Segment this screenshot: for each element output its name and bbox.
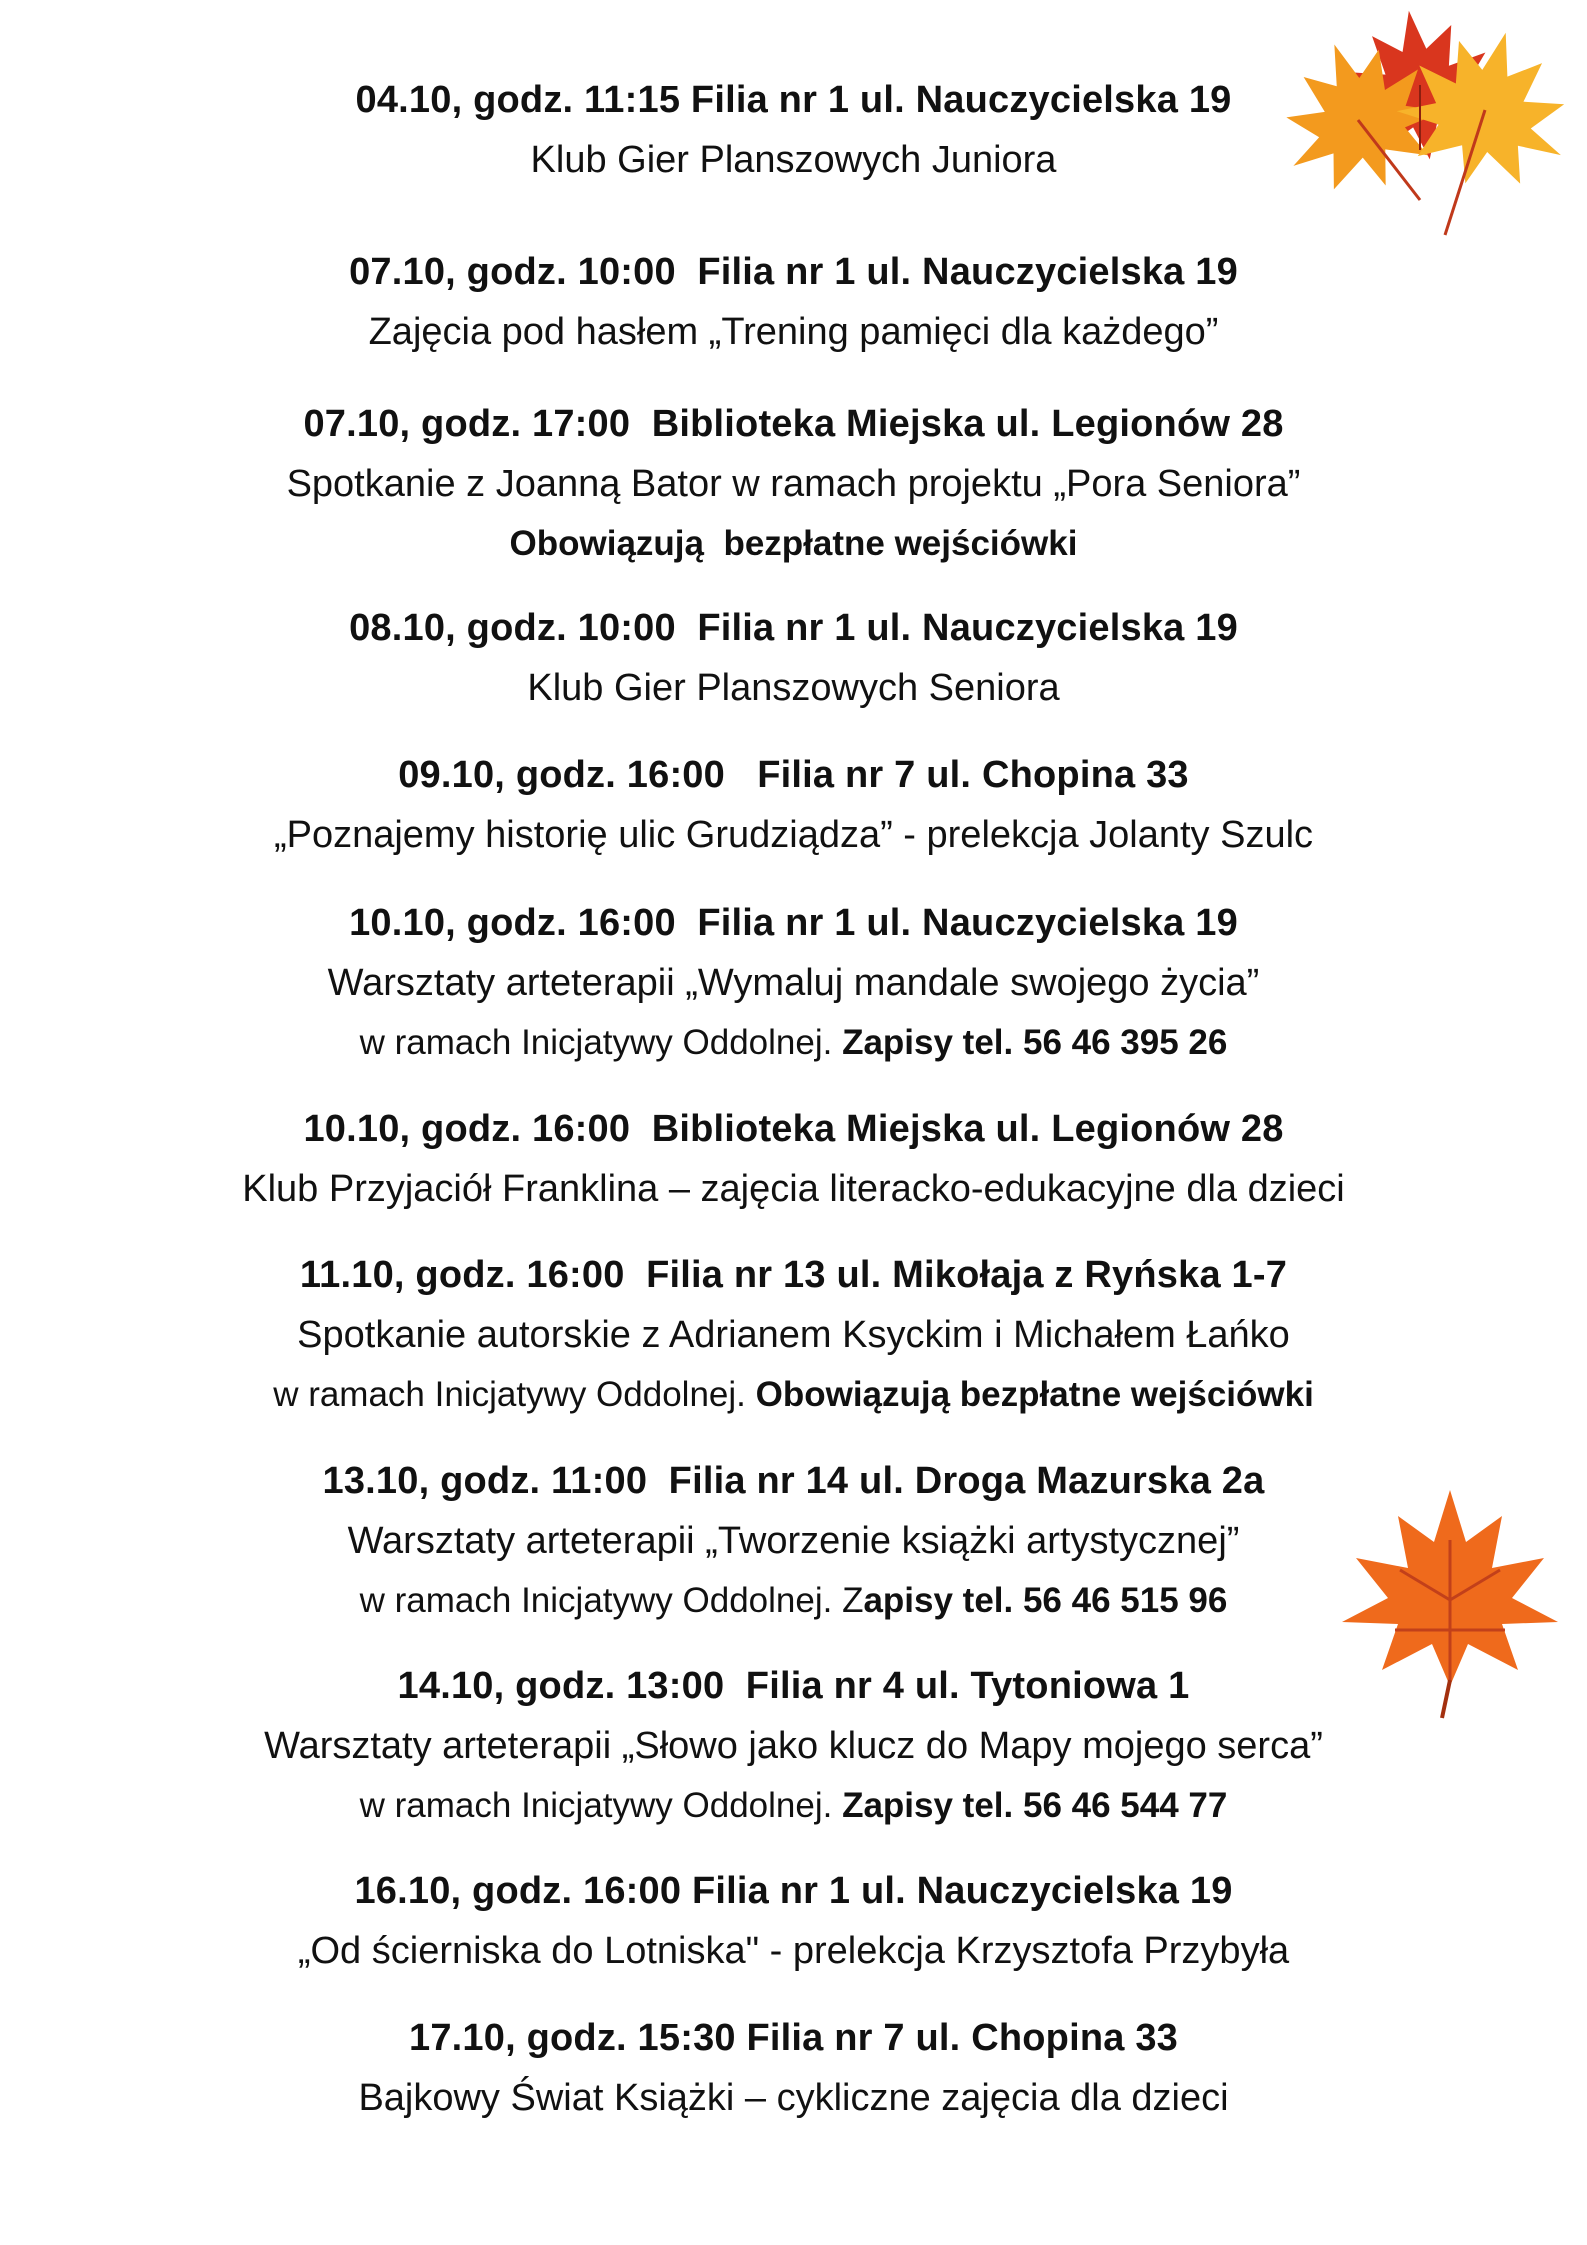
event-item: [0, 70, 1587, 190]
event-heading: 08.10, godz. 10:00 Filia nr 1 ul. Nauczycielska 19: [349, 607, 1238, 649]
event-description: „Poznajemy historię ulic Grudziądza” - prelekcja Jolanty Szulc: [273, 814, 1314, 856]
event-heading: 11.10, godz. 16:00 Filia nr 13 ul. Mikołaja z Ryńska 1-7: [299, 1254, 1288, 1296]
event-item: [0, 1099, 1587, 1219]
event-item: [0, 1451, 1587, 1631]
event-heading: 14.10, godz. 13:00 Filia nr 4 ul. Tytoniowa 1: [397, 1665, 1190, 1707]
event-item: [0, 394, 1587, 574]
event-ticket-note: Obowiązują bezpłatne wejściówki: [509, 524, 1078, 563]
event-item: [0, 1656, 1587, 1836]
event-heading: 10.10, godz. 16:00 Filia nr 1 ul. Nauczycielska 19: [349, 902, 1238, 944]
event-heading: 13.10, godz. 11:00 Filia nr 14 ul. Droga Mazurska 2a: [322, 1460, 1265, 1502]
event-description: Klub Gier Planszowych Seniora: [527, 667, 1060, 709]
event-description: Bajkowy Świat Książki – cykliczne zajęcia dla dzieci: [358, 2077, 1229, 2119]
event-signup-note: [0, 1013, 1587, 1073]
event-heading: 17.10, godz. 15:30 Filia nr 7 ul. Chopina 33: [408, 2017, 1179, 2059]
event-description: Klub Przyjaciół Franklina – zajęcia literacko-edukacyjne dla dzieci: [242, 1168, 1345, 1210]
event-description: Warsztaty arteterapii „Tworzenie książki artystycznej”: [347, 1520, 1240, 1562]
event-heading: 16.10, godz. 16:00 Filia nr 1 ul. Nauczycielska 19: [354, 1870, 1233, 1912]
event-description: Warsztaty arteterapii „Słowo jako klucz do Mapy mojego serca”: [264, 1725, 1323, 1767]
event-description: Zajęcia pod hasłem „Trening pamięci dla każdego”: [368, 311, 1219, 353]
event-signup-note: [0, 1776, 1587, 1836]
event-heading: 10.10, godz. 16:00 Biblioteka Miejska ul. Legionów 28: [303, 1108, 1284, 1150]
event-note-text: w ramach Inicjatywy Oddolnej.: [359, 1023, 843, 1062]
event-note-text: w ramach Inicjatywy Oddolnej. Z: [359, 1581, 864, 1620]
event-heading: 07.10, godz. 17:00 Biblioteka Miejska ul. Legionów 28: [303, 403, 1284, 445]
event-description: „Od ścierniska do Lotniska" - prelekcja Krzysztofa Przybyła: [297, 1930, 1290, 1972]
event-item: [0, 893, 1587, 1073]
event-signup-phone: apisy tel. 56 46 515 96: [863, 1581, 1228, 1620]
event-note-text: w ramach Inicjatywy Oddolnej.: [359, 1786, 843, 1825]
event-item: [0, 2008, 1587, 2128]
event-ticket-note: Obowiązują bezpłatne wejściówki: [755, 1375, 1314, 1414]
event-description: Klub Gier Planszowych Juniora: [530, 139, 1057, 181]
event-item: [0, 1861, 1587, 1981]
event-note-text: w ramach Inicjatywy Oddolnej.: [273, 1375, 756, 1414]
event-heading: 09.10, godz. 16:00 Filia nr 7 ul. Chopina 33: [398, 754, 1189, 796]
event-item: [0, 598, 1587, 718]
event-item: [0, 242, 1587, 362]
event-item: [0, 1245, 1587, 1425]
event-signup-phone: Zapisy tel. 56 46 395 26: [842, 1023, 1228, 1062]
event-description: Spotkanie autorskie z Adrianem Ksyckim i Michałem Łańko: [297, 1314, 1290, 1356]
event-signup-phone: Zapisy tel. 56 46 544 77: [842, 1786, 1228, 1825]
event-signup-note: [0, 1571, 1587, 1631]
event-heading: 04.10, godz. 11:15 Filia nr 1 ul. Nauczycielska 19: [355, 79, 1232, 121]
event-signup-note: [0, 1365, 1587, 1425]
event-description: Warsztaty arteterapii „Wymaluj mandale swojego życia”: [327, 962, 1260, 1004]
event-item: [0, 745, 1587, 865]
event-description: Spotkanie z Joanną Bator w ramach projektu „Pora Seniora”: [286, 463, 1301, 505]
event-heading: 07.10, godz. 10:00 Filia nr 1 ul. Nauczycielska 19: [349, 251, 1238, 293]
